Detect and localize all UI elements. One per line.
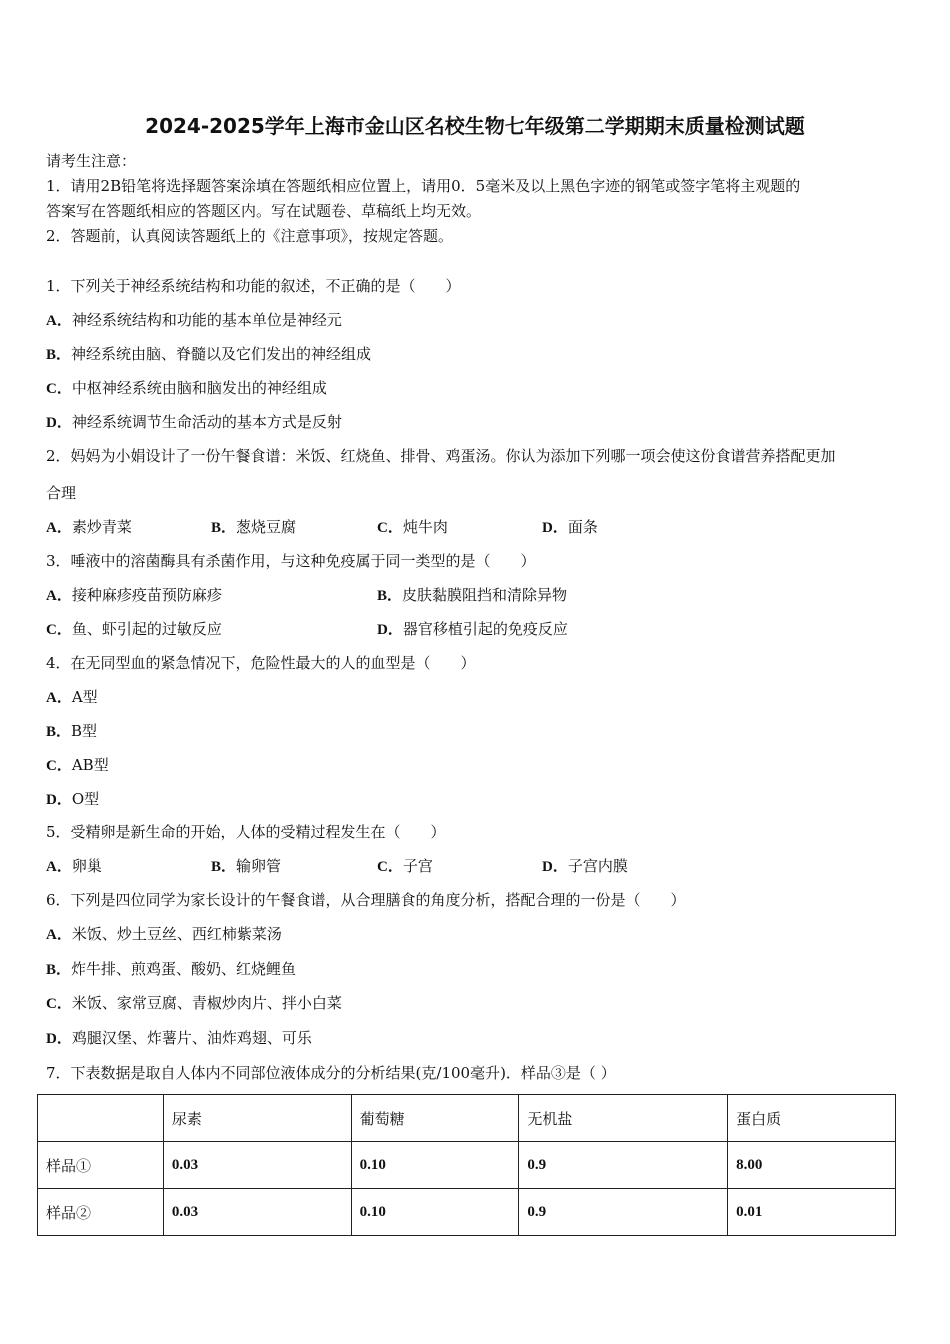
option-text: 输卵管: [236, 857, 282, 875]
option-label: B．: [377, 588, 403, 604]
table-header-row: [38, 1095, 896, 1142]
option-label: C．: [46, 758, 72, 774]
option-label: C．: [46, 996, 72, 1012]
option-text: 子宫: [402, 857, 433, 875]
option-label: C．: [377, 859, 403, 875]
option-text: 神经系统调节生命活动的基本方式是反射: [71, 413, 342, 431]
table-cell: 8.00: [728, 1142, 896, 1189]
question-5-option-d: [542, 856, 628, 877]
question-3-option-d: [377, 619, 568, 640]
option-label: A．: [46, 690, 72, 706]
option-label: A．: [46, 859, 72, 875]
option-label: D．: [46, 1031, 72, 1047]
question-4-option-a: [46, 687, 98, 708]
option-text: 面条: [567, 518, 598, 536]
table-cell: 0.03: [163, 1142, 351, 1189]
table-row: [38, 1189, 896, 1236]
table-header-cell: 无机盐: [519, 1095, 728, 1142]
option-label: B．: [211, 520, 237, 536]
table-header-cell: 尿素: [163, 1095, 351, 1142]
question-3-option-c: [46, 619, 222, 640]
question-1-option-a: [46, 310, 342, 331]
option-label: D．: [542, 520, 568, 536]
question-6-stem: 6．下列是四位同学为家长设计的午餐食谱，从合理膳食的角度分析，搭配合理的一份是（ ）: [46, 891, 686, 909]
question-3-option-b: [377, 585, 567, 606]
question-2-stem-cont: 合理: [46, 484, 77, 502]
question-2-option-c: [377, 517, 448, 538]
option-label: A．: [46, 588, 72, 604]
option-text: A型: [71, 688, 98, 706]
question-7-stem: 7．下表数据是取自人体内不同部位液体成分的分析结果(克/100毫升)．样品③是（ ）: [46, 1064, 616, 1082]
question-4-option-b: [46, 721, 97, 742]
option-text: 米饭、炒土豆丝、西红柿紫菜汤: [71, 925, 282, 943]
option-text: 素炒青菜: [71, 518, 132, 536]
option-label: A．: [46, 313, 72, 329]
table-cell: 样品①: [38, 1142, 164, 1189]
question-2-stem: 2．妈妈为小娟设计了一份午餐食谱：米饭、红烧鱼、排骨、鸡蛋汤。你认为添加下列哪一项会使这份食谱营养搭配更加: [46, 447, 836, 465]
question-2-option-b: [211, 517, 296, 538]
table-cell: 0.10: [351, 1189, 519, 1236]
option-label: B．: [46, 724, 72, 740]
option-label: B．: [46, 347, 72, 363]
option-text: 炸牛排、煎鸡蛋、酸奶、红烧鲤鱼: [71, 960, 297, 978]
question-4-option-c: [46, 755, 109, 776]
option-text: 鸡腿汉堡、炸薯片、油炸鸡翅、可乐: [71, 1029, 312, 1047]
table-cell: 0.9: [519, 1189, 728, 1236]
option-label: B．: [211, 859, 237, 875]
table-header-cell: [38, 1095, 164, 1142]
option-text: 中枢神经系统由脑和脑发出的神经组成: [71, 379, 327, 397]
question-1-stem: 1．下列关于神经系统结构和功能的叙述，不正确的是（ ）: [46, 277, 461, 295]
option-label: B．: [46, 962, 72, 978]
question-6-option-b: [46, 959, 296, 980]
question-1-option-d: [46, 412, 342, 433]
question-5-option-c: [377, 856, 433, 877]
question-5-option-a: [46, 856, 102, 877]
table-row: [38, 1142, 896, 1189]
option-text: 神经系统由脑、脊髓以及它们发出的神经组成: [71, 345, 372, 363]
option-text: 卵巢: [71, 857, 102, 875]
option-text: 葱烧豆腐: [236, 518, 297, 536]
table-cell: 0.10: [351, 1142, 519, 1189]
option-label: D．: [377, 622, 403, 638]
question-6-option-c: [46, 993, 342, 1014]
option-label: D．: [46, 792, 72, 808]
question-3-stem: 3．唾液中的溶菌酶具有杀菌作用，与这种免疫属于同一类型的是（ ）: [46, 552, 536, 570]
notice-heading: 请考生注意：: [46, 152, 137, 170]
question-1-option-b: [46, 344, 371, 365]
table-cell: 0.01: [728, 1189, 896, 1236]
option-text: 皮肤黏膜阻挡和清除异物: [402, 586, 568, 604]
option-label: D．: [542, 859, 568, 875]
question-1-option-c: [46, 378, 327, 399]
question-6-option-a: [46, 924, 282, 945]
option-text: 米饭、家常豆腐、青椒炒肉片、拌小白菜: [71, 994, 342, 1012]
question-2-option-d: [542, 517, 598, 538]
question-2-option-a: [46, 517, 132, 538]
option-text: 神经系统结构和功能的基本单位是神经元: [71, 311, 342, 329]
question-4-option-d: [46, 789, 99, 810]
table-header-cell: 葡萄糖: [351, 1095, 519, 1142]
question-5-stem: 5．受精卵是新生命的开始，人体的受精过程发生在（ ）: [46, 823, 446, 841]
option-text: 鱼、虾引起的过敏反应: [71, 620, 222, 638]
option-label: C．: [377, 520, 403, 536]
option-label: A．: [46, 520, 72, 536]
table-cell: 样品②: [38, 1189, 164, 1236]
page-title: 2024-2025学年上海市金山区名校生物七年级第二学期期末质量检测试题: [145, 114, 805, 138]
option-label: D．: [46, 415, 72, 431]
notice-line-1b: 答案写在答题纸相应的答题区内。写在试题卷、草稿纸上均无效。: [46, 202, 482, 220]
option-label: C．: [46, 381, 72, 397]
question-4-stem: 4．在无同型血的紧急情况下，危险性最大的人的血型是（ ）: [46, 654, 476, 672]
table-cell: 0.03: [163, 1189, 351, 1236]
notice-line-1: 1．请用2B铅笔将选择题答案涂填在答题纸相应位置上，请用0．5毫米及以上黑色字迹的钢笔或签字笔将主观题的: [46, 177, 801, 195]
question-5-option-b: [211, 856, 281, 877]
option-label: C．: [46, 622, 72, 638]
composition-table: [37, 1094, 896, 1236]
option-text: B型: [71, 722, 98, 740]
option-text: 器官移植引起的免疫反应: [402, 620, 568, 638]
option-text: 子宫内膜: [567, 857, 628, 875]
question-6-option-d: [46, 1028, 312, 1049]
option-label: A．: [46, 927, 72, 943]
option-text: AB型: [71, 756, 109, 774]
option-text: 接种麻疹疫苗预防麻疹: [71, 586, 222, 604]
notice-line-2: 2．答题前，认真阅读答题纸上的《注意事项》，按规定答题。: [46, 227, 454, 245]
question-3-option-a: [46, 585, 222, 606]
table-header-cell: 蛋白质: [728, 1095, 896, 1142]
table-cell: 0.9: [519, 1142, 728, 1189]
option-text: O型: [71, 790, 100, 808]
option-text: 炖牛肉: [402, 518, 448, 536]
